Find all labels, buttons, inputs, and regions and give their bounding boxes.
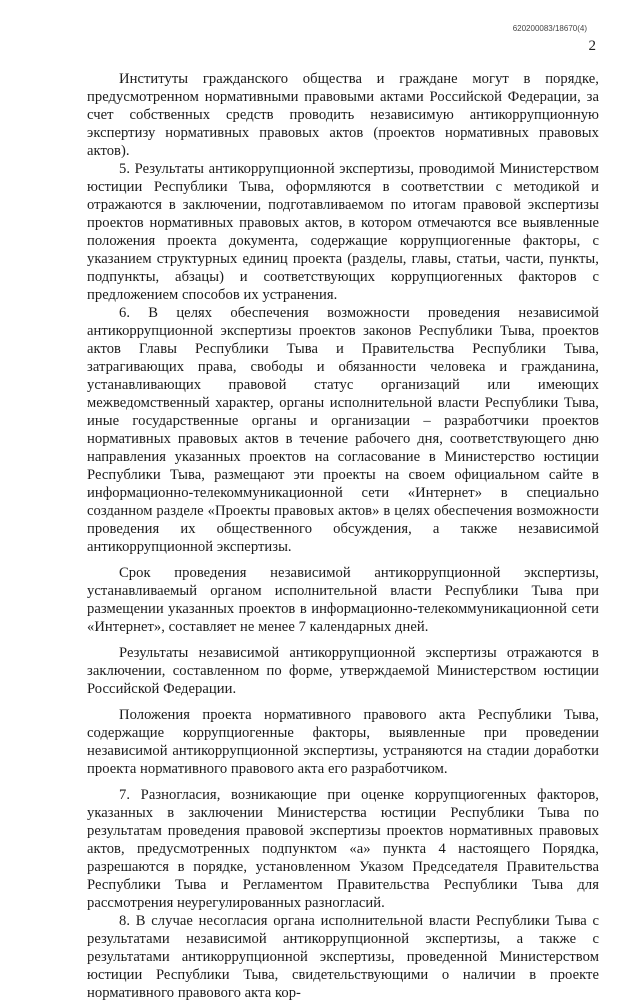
paragraph-item-7: 7. Разногласия, возникающие при оценке коррупциогенных факторов, указанных в заключении Министерства юстиции Республики Тыва по результатам проведения правовой экспертизы проектов нормативных правовых актов, предусмотренных подпунктом «а» пункта 4 настоящего Порядка, разрешаются в порядке, установленном Указом Председателя Правительства Республики Тыва и Регламентом Правительства Республики Тыва для рассмотрения неурегулированных разногласий. bbox=[87, 787, 599, 911]
document-body bbox=[87, 70, 599, 1002]
paragraph-item-5: 5. Результаты антикоррупционной экспертизы, проводимой Министерством юстиции Республики Тыва, оформляются в соответствии с методикой и отражаются в заключении, подготавливаемом по итогам правовой экспертизы проектов нормативных правовых актов, в котором отмечаются все выявленные положения проекта документа, содержащие коррупциогенные факторы, с указанием структурных единиц проекта (разделы, главы, статьи, части, пункты, подпункты, абзацы) и соответствующих коррупциогенных факторов с предложением способов их устранения. bbox=[87, 161, 599, 303]
paragraph-expertise-term: Срок проведения независимой антикоррупционной экспертизы, устанавливаемый органом исполнительной власти Республики Тыва при размещении указанных проектов в информационно-телекоммуникационной сети «Интернет», составляет не менее 7 календарных дней. bbox=[87, 565, 599, 635]
document-id: 620200083/18670(4) bbox=[512, 24, 587, 33]
page-number: 2 bbox=[588, 38, 596, 54]
paragraph-corruption-factors: Положения проекта нормативного правового акта Республики Тыва, содержащие коррупциогенные факторы, выявленные при проведении независимой антикоррупционной экспертизы, устраняются на стадии доработки проекта нормативного правового акта его разработчиком. bbox=[87, 707, 599, 777]
paragraph-item-6: 6. В целях обеспечения возможности проведения независимой антикоррупционной экспертизы проектов законов Республики Тыва, проектов актов Главы Республики Тыва и Правительства Республики Тыва, затрагивающих права, свободы и обязанности человека и гражданина, устанавливающих правовой статус организаций или имеющих межведомственный характер, органы исполнительной власти Республики Тыва, иные государственные органы и организации – разработчики проектов нормативных правовых актов в течение рабочего дня, соответствующего дню направления указанных проектов на согласование в Министерство юстиции Республики Тыва, размещают эти проекты на своем официальном сайте в информационно-телекоммуникационной сети «Интернет» в специально созданном разделе «Проекты правовых актов» в целях обеспечения возможности проведения их общественного обсуждения, а также независимой антикоррупционной экспертизы. bbox=[87, 305, 599, 555]
paragraph-item-8: 8. В случае несогласия органа исполнительной власти Республики Тыва с результатами независимой антикоррупционной экспертизы, а также с результатами антикоррупционной экспертизы, проведенной Министерством юстиции Республики Тыва, свидетельствующими о наличии в проекте нормативного правового акта кор- bbox=[87, 913, 599, 1001]
paragraph-civil-society: Институты гражданского общества и граждане могут в порядке, предусмотренном нормативными правовыми актами Российской Федерации, за счет собственных средств проводить независимую антикоррупционную экспертизу нормативных правовых актов (проектов нормативных правовых актов). bbox=[87, 71, 599, 159]
paragraph-expertise-results: Результаты независимой антикоррупционной экспертизы отражаются в заключении, составленном по форме, утверждаемой Министерством юстиции Российской Федерации. bbox=[87, 645, 599, 697]
